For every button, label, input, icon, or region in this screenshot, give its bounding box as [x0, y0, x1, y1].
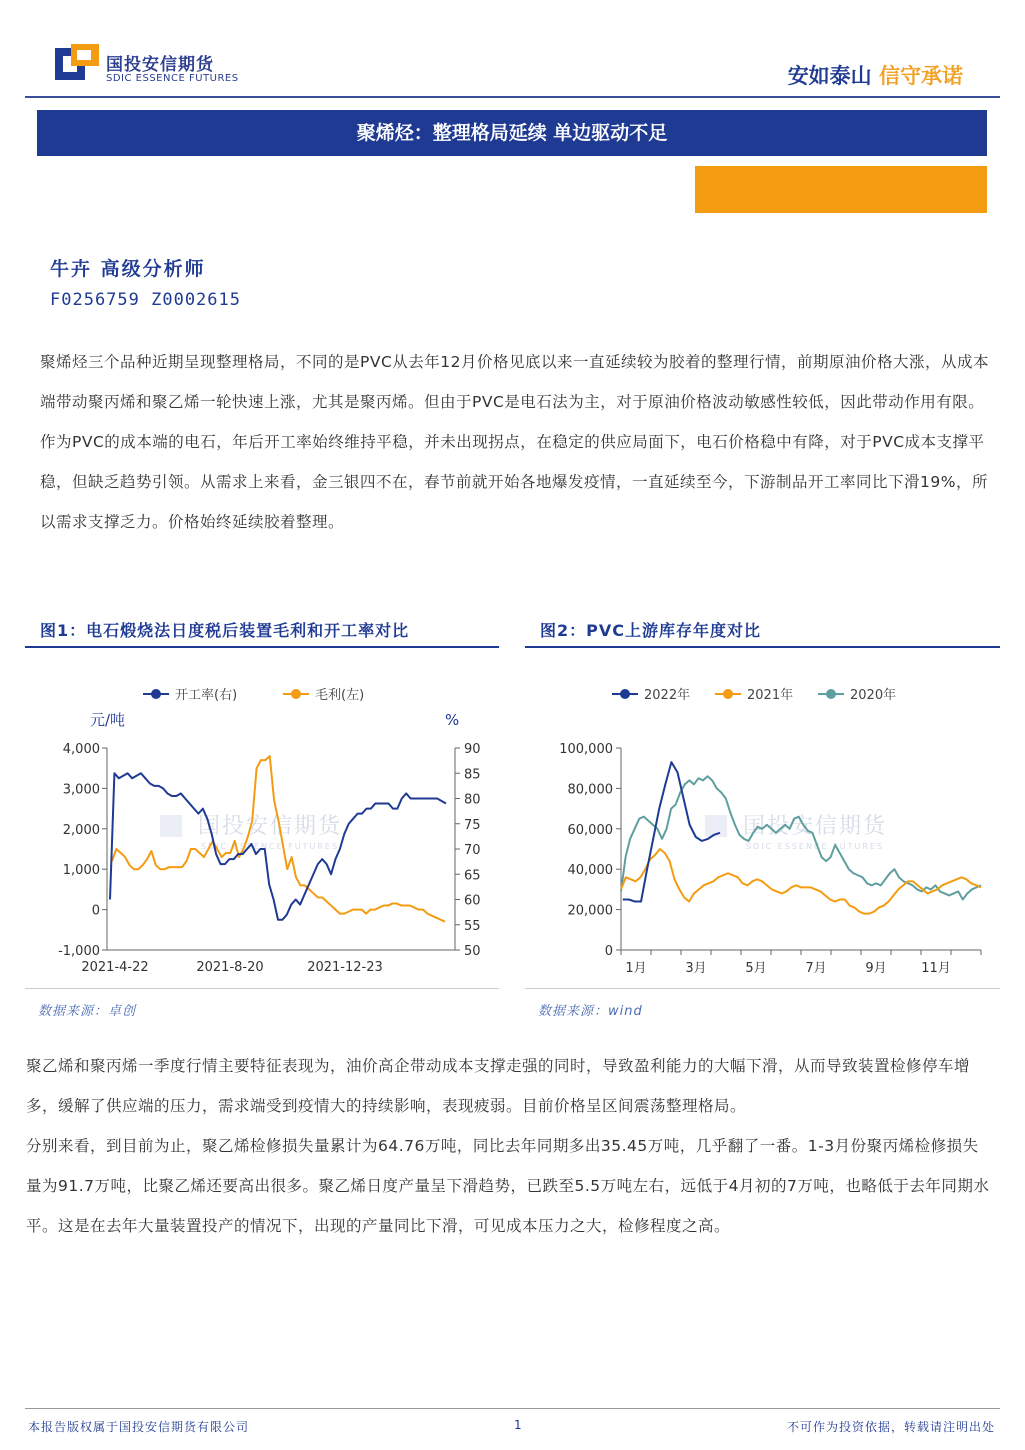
watermark-text: 国投安信期货 [197, 814, 343, 839]
x-tick-label-3: 7月 [805, 961, 827, 976]
right-tick-label-7: 85 [464, 767, 481, 783]
x-tick-label-2: 2021-12-23 [307, 960, 383, 975]
figure2-source: 数据来源：wind [538, 1004, 643, 1019]
legend-marker-3 [826, 689, 836, 699]
author-name: 牛卉 高级分析师 [50, 258, 206, 280]
right-tick-label-8: 90 [464, 742, 481, 757]
accent-block [695, 166, 987, 213]
right-tick-label-3: 65 [464, 868, 481, 884]
legend-label-1: 2022年 [644, 688, 691, 703]
x-tick-label-2: 5月 [745, 961, 767, 976]
legend-label-1: 开工率(右) [175, 688, 238, 703]
y-tick-label-4: 80,000 [567, 782, 613, 798]
legend-label-2: 毛利(左) [315, 688, 365, 703]
footer-divider [25, 1408, 1000, 1409]
figure1-source: 数据来源：卓创 [38, 1004, 137, 1019]
slogan-part-a: 安如泰山 [787, 64, 872, 88]
body-paragraph-2 [26, 1046, 991, 1246]
left-tick-label-2: 1,000 [62, 863, 100, 879]
body-paragraph-1: 聚烯烃三个品种近期呈现整理格局，不同的是PVC从去年12月价格见底以来一直延续较为胶着的整理行情，前期原油价格大涨，从成本端带动聚丙烯和聚乙烯一轮快速上涨，尤其是聚丙烯。但由于PVC是电石法为主，对于原油价格波动敏感性较低，因此带动作用有限。作为PVC的成本端的电石，年后开工率始终维持平稳，并未出现拐点，在稳定的供应局面下，电石价格稳中有降，对于PVC成本支撑平稳，但缺乏趋势引领。从需求上来看，金三银四不在，春节前就开始各地爆发疫情，一直延续至今，下游制品开工率同比下滑19%，所以需求支撑乏力。价格始终延续胶着整理。 [40, 353, 990, 531]
right-tick-label-2: 60 [464, 893, 481, 909]
x-tick-label-0: 2021-4-22 [81, 960, 149, 975]
y-tick-label-3: 60,000 [567, 822, 613, 838]
right-tick-label-5: 75 [464, 817, 481, 833]
right-tick-label-1: 55 [464, 918, 481, 934]
left-tick-label-4: 3,000 [62, 782, 100, 798]
x-tick-label-1: 2021-8-20 [196, 960, 264, 975]
left-tick-label-1: 0 [91, 903, 100, 919]
body-paragraph-2-part-2: 分别来看，到目前为止，聚乙烯检修损失量累计为64.76万吨，同比去年同期多出35.45万吨，几乎翻了一番。1-3月份聚丙烯检修损失量为91.7万吨，比聚乙烯还要高出很多。聚乙烯日度产量呈下滑趋势，已跌至5.5万吨左右，远低于4月初的7万吨，也略低于去年同期水平。这是在去年大量装置投产的情况下，出现的产量同比下滑，可见成本压力之大，检修程度之高。 [26, 1137, 990, 1235]
legend-marker-1 [151, 689, 161, 699]
watermark-text-en: SDIC ESSENCE FUTURES [745, 842, 885, 851]
company-logo-icon [55, 44, 99, 84]
x-tick-label-0: 1月 [625, 961, 647, 976]
left-tick-label-0: -1,000 [58, 944, 100, 959]
legend-marker-2 [291, 689, 301, 699]
left-tick-label-5: 4,000 [62, 742, 100, 757]
figure2-title: 图2：PVC上游库存年度对比 [540, 621, 761, 640]
footer-disclaimer: 不可作为投资依据，转载请注明出处 [786, 1420, 995, 1434]
x-tick-label-4: 9月 [865, 961, 887, 976]
figure1-top-rule [25, 646, 499, 648]
right-tick-label-0: 50 [464, 944, 481, 959]
figure2-chart [525, 660, 1000, 985]
watermark-text: 国投安信期货 [742, 814, 888, 839]
report-title: 聚烯烃：整理格局延续 单边驱动不足 [37, 110, 987, 156]
figure2-bottom-rule [525, 988, 1000, 989]
author-codes: F0256759 Z0002615 [50, 290, 241, 310]
logo-text-en: SDIC ESSENCE FUTURES [106, 73, 239, 84]
figure1-title: 图1：电石煅烧法日度税后装置毛利和开工率对比 [40, 621, 410, 640]
slogan [788, 60, 963, 90]
legend-marker-1 [620, 689, 630, 699]
body-paragraph-2-part-1: 聚乙烯和聚丙烯一季度行情主要特征表现为，油价高企带动成本支撑走强的同时，导致盈利能力的大幅下滑，从而导致装置检修停车增多，缓解了供应端的压力，需求端受到疫情大的持续影响，表现疲弱。目前价格呈区间震荡整理格局。 [26, 1057, 971, 1115]
legend-label-3: 2020年 [850, 688, 897, 703]
page-number: 1 [514, 1418, 523, 1432]
left-tick-label-3: 2,000 [62, 822, 100, 838]
figure1-bottom-rule [25, 988, 499, 989]
y-tick-label-1: 20,000 [567, 903, 613, 919]
series-2021-line [621, 849, 981, 914]
header-divider [25, 96, 1000, 98]
legend-label-2: 2021年 [747, 688, 794, 703]
figure2-top-rule [525, 646, 1000, 648]
y-tick-label-0: 0 [604, 944, 613, 959]
footer-copyright: 本报告版权属于国投安信期货有限公司 [28, 1420, 250, 1434]
y-tick-label-5: 100,000 [559, 742, 613, 757]
right-tick-label-6: 80 [464, 792, 481, 808]
figure1-chart [25, 660, 499, 985]
watermark-text-en: SDIC ESSENCE FUTURES [200, 842, 340, 851]
legend-marker-2 [723, 689, 733, 699]
x-tick-label-5: 11月 [921, 961, 951, 976]
right-tick-label-4: 70 [464, 843, 481, 858]
y-tick-label-2: 40,000 [567, 863, 613, 879]
watermark-logo-icon [160, 815, 182, 837]
left-axis-unit: 元/吨 [90, 711, 126, 729]
right-axis-unit: % [445, 711, 460, 729]
slogan-part-b: 信守承诺 [879, 64, 963, 88]
logo-text-cn: 国投安信期货 [106, 55, 214, 75]
x-tick-label-1: 3月 [685, 961, 707, 976]
